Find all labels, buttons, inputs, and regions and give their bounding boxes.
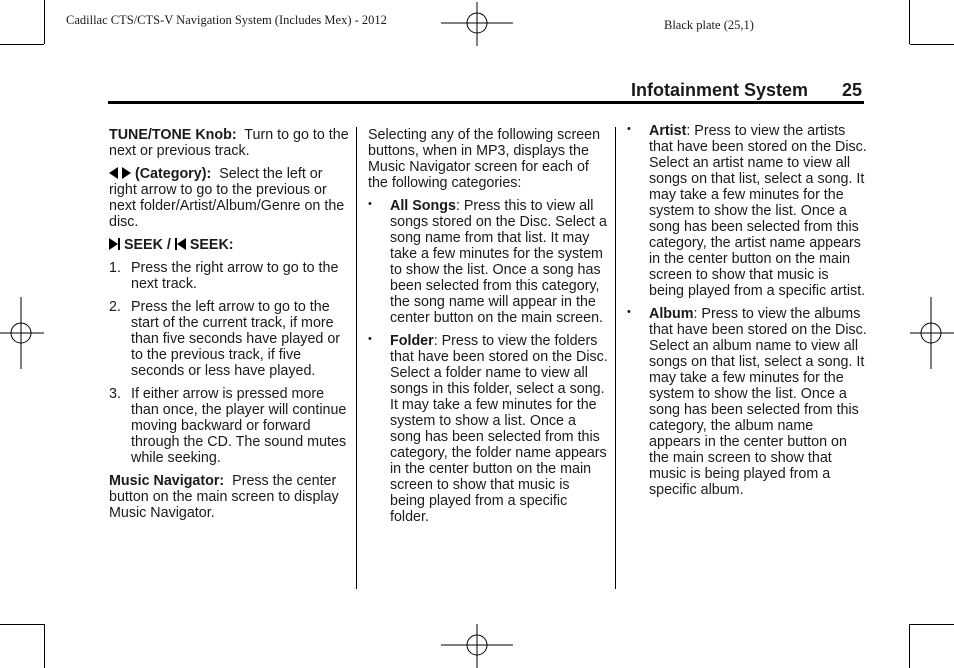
list-item — [368, 333, 608, 525]
bullet-text: : Press to view the albums that have been stored on the Disc. Select an album name to view all songs on that list, select a song. It may take a few minutes for the system to show the list. Once a song has been selected from this category, the album name appears in the center button on the main screen to show that music is being played from a specific album. — [649, 306, 867, 498]
column-3 — [627, 123, 867, 505]
intro-paragraph: Selecting any of the following screen buttons, when in MP3, displays the Music Navigator screen for each of the following categories: — [368, 127, 601, 191]
right-arrow-icon — [122, 167, 131, 179]
crop-mark — [909, 0, 910, 44]
music-navigator-paragraph — [109, 473, 351, 521]
seek-back-icon — [175, 238, 186, 250]
category-text: Select the left or right arrow to go to the previous or next folder/Artist/Album/Genre on the disc. — [109, 166, 345, 230]
section-title: Infotainment System — [631, 80, 809, 100]
music-navigator-label: Music Navigator: — [109, 473, 225, 489]
crop-mark — [0, 44, 44, 45]
crop-mark — [44, 0, 45, 44]
column-divider — [356, 127, 357, 589]
bullet: • — [627, 306, 631, 318]
list-item — [109, 260, 351, 292]
list-item — [627, 306, 867, 498]
bullet-text: : Press to view the artists that have been stored on the Disc. Select an artist name to view all songs on that list, select a song. It may take a few minutes for the system to show the list. Once a song has been selected from this category, the artist name appears in the center button on the main screen to show that music is being played from a specific artist. — [649, 123, 867, 299]
list-text: Press the left arrow to go to the start of the current track, if more than five seconds have played or to the previous track, if five seconds or less have played. — [131, 299, 341, 379]
registration-mark-bottom — [441, 624, 513, 668]
registration-mark-left — [0, 297, 44, 369]
list-text — [390, 198, 608, 326]
list-text — [649, 306, 867, 498]
bullet-label: Album — [649, 306, 694, 322]
plate-label: Black plate (25,1) — [664, 18, 754, 32]
seek-heading — [109, 237, 351, 253]
bullet: • — [368, 333, 372, 345]
seek-label-1: SEEK / — [123, 237, 171, 253]
tune-label: TUNE/TONE Knob: — [109, 127, 237, 143]
category-paragraph — [109, 166, 351, 230]
crop-mark — [910, 624, 954, 625]
bullet-label: All Songs — [390, 198, 456, 214]
crop-mark — [910, 44, 954, 45]
registration-mark-right — [910, 297, 954, 369]
document-header: Cadillac CTS/CTS-V Navigation System (Includes Mex) - 2012 — [66, 13, 387, 27]
column-2 — [368, 127, 608, 532]
list-number: 2. — [109, 299, 121, 315]
seek-label-2: SEEK: — [189, 237, 234, 253]
list-text: If either arrow is pressed more than once, the player will continue moving backward or forward through the CD. The sound mutes while seeking. — [131, 386, 347, 466]
tune-paragraph — [109, 127, 351, 159]
column-1 — [109, 127, 351, 528]
bullet-text: : Press this to view all songs stored on the Disc. Select a song name from that list. It may take a few minutes for the system to show the list. Once a song has been selected from this category, the song name will appear in the center button on the main screen. — [390, 198, 607, 326]
category-label: (Category): — [134, 166, 212, 182]
tune-text: Turn to go to the next or previous track. — [109, 127, 349, 159]
registration-mark-top — [441, 2, 513, 46]
list-number: 1. — [109, 260, 121, 276]
bullet-text: : Press to view the folders that have been stored on the Disc. Select a folder name to view all songs in this folder, select a song. It may take a few minutes for the system to show a list. Once a song has been selected from this category, the folder name appears in the center button on the main screen to show that music is being played from a specific folder. — [390, 333, 608, 525]
crop-mark — [909, 624, 910, 668]
list-item — [109, 299, 351, 379]
list-text: Press the right arrow to go to the next track. — [131, 260, 339, 292]
list-text — [390, 333, 608, 525]
left-arrow-icon — [109, 167, 118, 179]
bullet: • — [627, 123, 631, 135]
page-number: 25 — [842, 80, 863, 100]
seek-forward-icon — [109, 238, 120, 250]
bullet-label: Artist — [649, 123, 687, 139]
bullet: • — [368, 198, 372, 210]
list-item — [368, 198, 608, 326]
crop-mark — [44, 624, 45, 668]
crop-mark — [0, 624, 44, 625]
list-number: 3. — [109, 386, 121, 402]
bullet-label: Folder — [390, 333, 434, 349]
list-text — [649, 123, 867, 299]
header-rule — [108, 101, 864, 104]
list-item — [627, 123, 867, 299]
music-navigator-text: Press the center button on the main screen to display Music Navigator. — [109, 473, 339, 521]
column-divider — [615, 127, 616, 589]
list-item — [109, 386, 351, 466]
